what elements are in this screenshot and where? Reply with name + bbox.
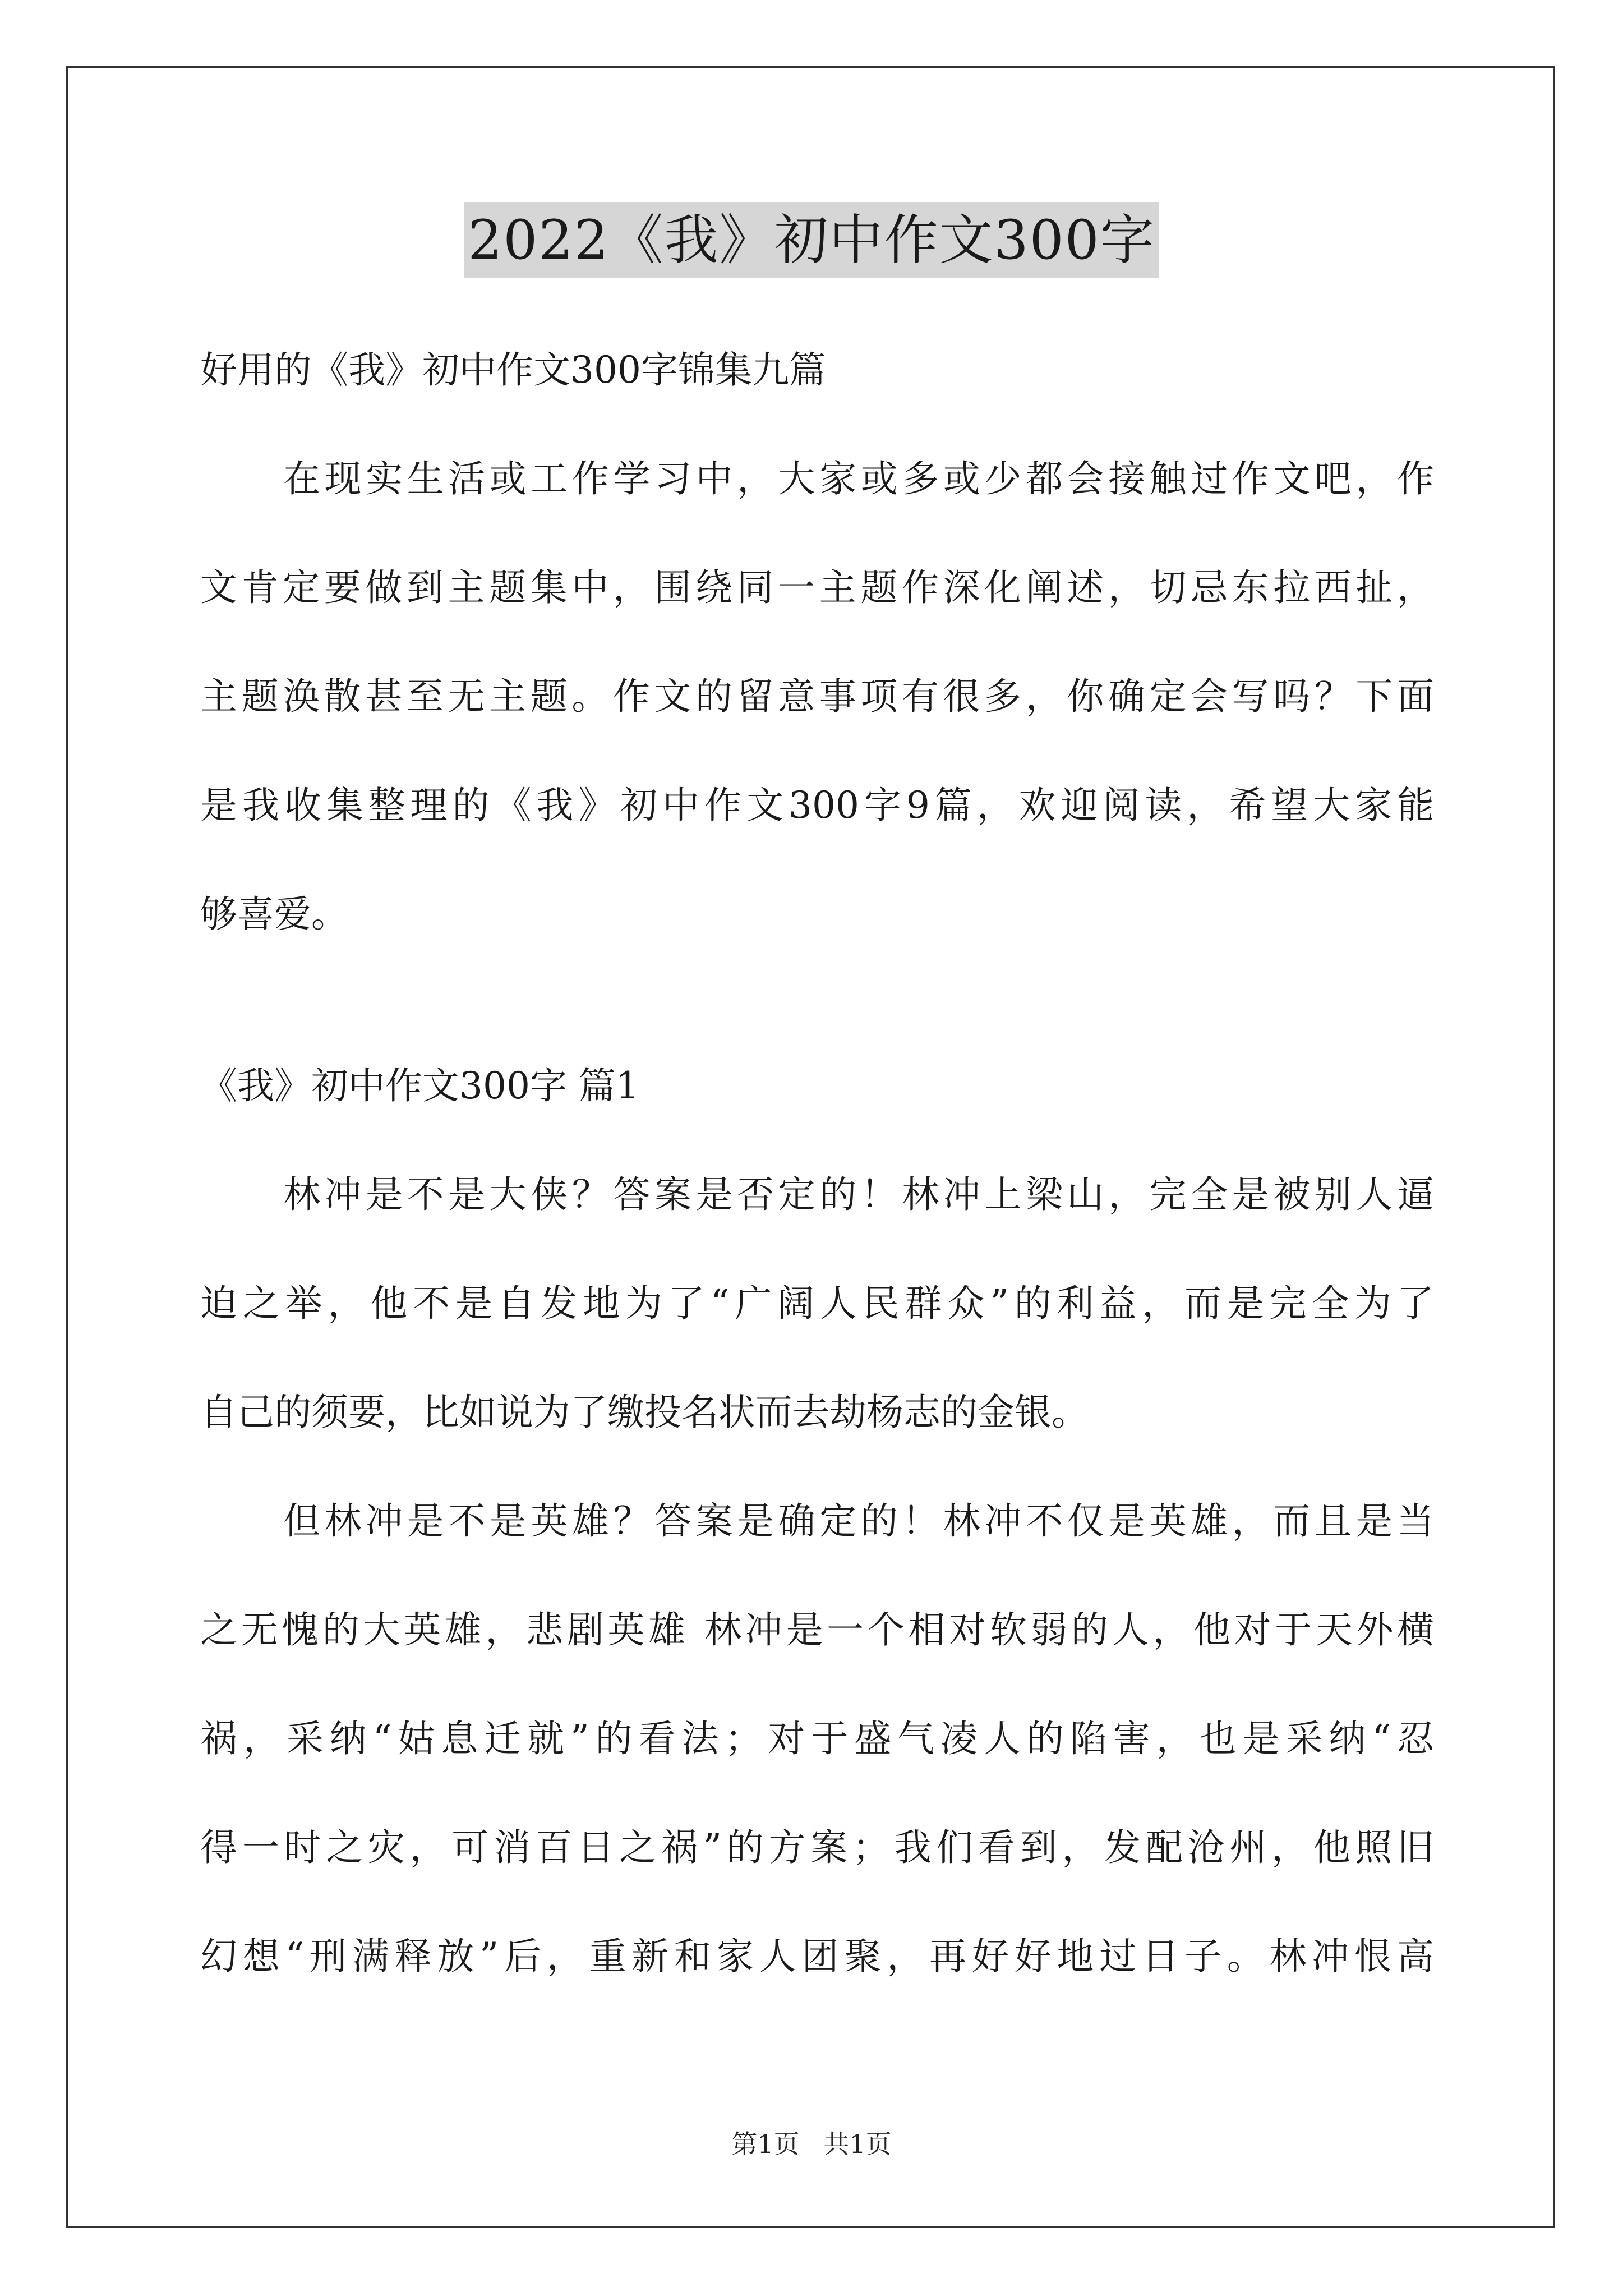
text-line: 文肯定要做到主题集中，围绕同一主题作深化阐述，切忌东拉西扯， — [200, 566, 1434, 609]
text-line: 主题涣散甚至无主题。作文的留意事项有很多，你确定会写吗？下面 — [200, 675, 1434, 718]
title-container — [0, 202, 1623, 278]
text-line: 在现实生活或工作学习中，大家或多或少都会接触过作文吧，作 — [283, 457, 1434, 500]
text-line: 但林冲是不是英雄？答案是确定的！林冲不仅是英雄，而且是当 — [283, 1499, 1434, 1543]
document-body — [200, 343, 1434, 2039]
text-line: 之无愧的大英雄，悲剧英雄 林冲是一个相对软弱的人，他对于天外横 — [200, 1608, 1434, 1651]
body-paragraph-1 — [200, 1168, 1434, 1439]
page-footer — [0, 2127, 1623, 2161]
text-line: 是我收集整理的《我》初中作文300字9篇，欢迎阅读，希望大家能 — [200, 784, 1434, 827]
page-total: 共1页 — [823, 2129, 892, 2159]
text-line: 得一时之灾，可消百日之祸”的方案；我们看到，发配沧州，他照旧 — [200, 1826, 1434, 1869]
text-line: 够喜爱。 — [200, 892, 348, 936]
text-line: 幻想“刑满释放”后，重新和家人团聚，再好好地过日子。林冲恨高 — [200, 1935, 1434, 1978]
intro-paragraph — [200, 452, 1434, 941]
text-line: 迫之举，他不是自发地为了“广阔人民群众”的利益，而是完全为了 — [200, 1282, 1434, 1325]
text-line: 自己的须要，比如说为了缴投名状而去劫杨志的金银。 — [200, 1391, 1089, 1434]
page-number: 第1页 — [731, 2129, 800, 2159]
document-subtitle: 好用的《我》初中作文300字锦集九篇 — [200, 348, 826, 392]
document-title: 2022《我》初中作文300字 — [464, 202, 1159, 278]
section-heading: 《我》初中作文300字 篇1 — [200, 1064, 639, 1107]
body-paragraph-2 — [200, 1494, 1434, 1984]
text-line: 祸，采纳“姑息迁就”的看法；对于盛气凌人的陷害，也是采纳“忍 — [200, 1717, 1434, 1760]
text-line: 林冲是不是大侠？答案是否定的！林冲上梁山，完全是被别人逼 — [283, 1173, 1434, 1216]
